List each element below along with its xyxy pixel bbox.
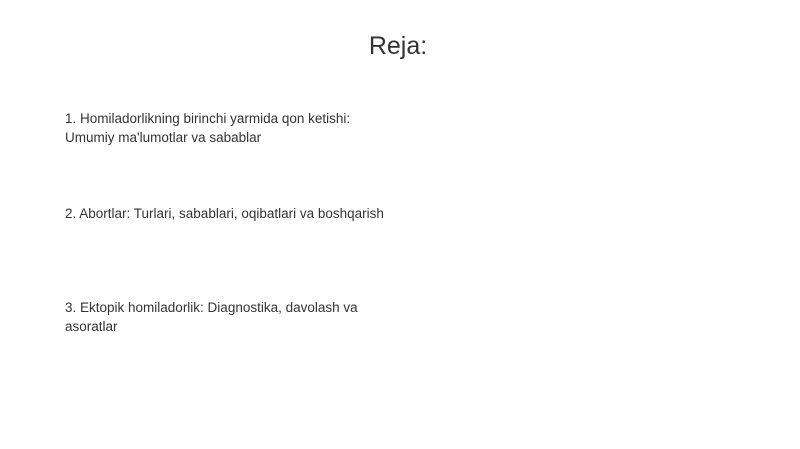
agenda-item-2: [65, 204, 425, 223]
agenda-item-3-line-1: 3. Ektopik homiladorlik: Diagnostika, davolash va: [65, 300, 358, 315]
agenda-item-2-line-1: 2. Abortlar: Turlari, sabablari, oqibatlari va boshqarish: [65, 206, 384, 221]
agenda-item-3-line-2: asoratlar: [65, 319, 118, 334]
slide-title: Reja:: [368, 32, 428, 60]
agenda-item-1-line-1: 1. Homiladorlikning birinchi yarmida qon ketishi:: [65, 111, 351, 126]
agenda-item-3: [65, 298, 405, 336]
agenda-item-1-line-2: Umumiy ma'lumotlar va sabablar: [65, 130, 262, 145]
agenda-item-1: [65, 109, 405, 147]
